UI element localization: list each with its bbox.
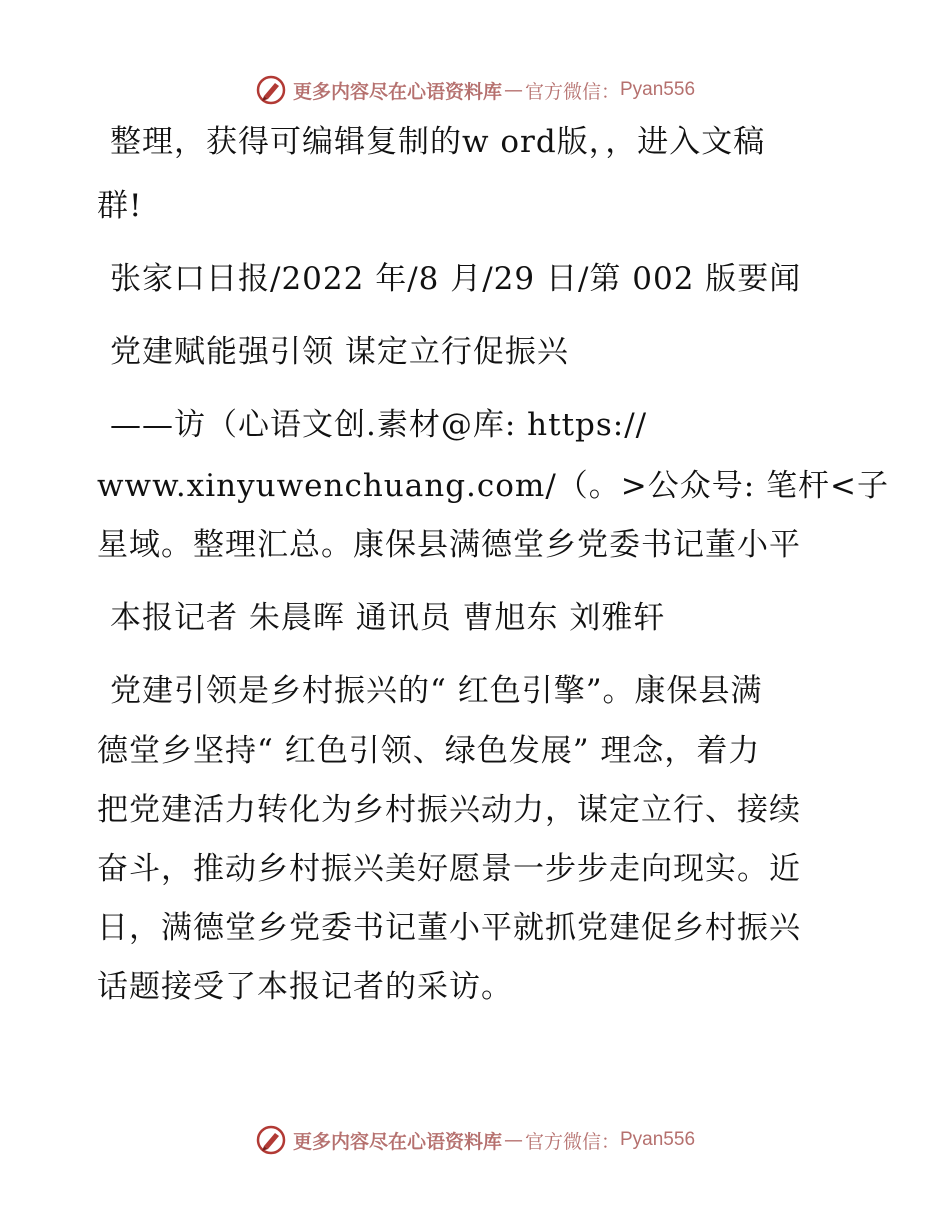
article-subtitle: ——访（心语文创.素材@库: https://	[110, 407, 648, 443]
paragraph-line: 话题接受了本报记者的采访。	[97, 969, 513, 1005]
footer-banner	[0, 1120, 950, 1160]
paragraph-line: 党建引领是乡村振兴的“ 红色引擎”。康保县满	[110, 673, 763, 709]
pen-logo-icon	[255, 1124, 287, 1156]
footer-banner-text: 更多内容尽在心语资料库	[292, 1130, 502, 1153]
article-subtitle-cont: 星域。整理汇总。康保县满德堂乡党委书记董小平	[97, 527, 801, 563]
paragraph-line: 德堂乡坚持“ 红色引领、绿色发展” 理念，着力	[97, 733, 761, 769]
header-banner-text: 更多内容尽在心语资料库	[292, 80, 502, 103]
header-wechat-id: Pyan556	[620, 79, 696, 100]
header-wechat-label: 官方微信：	[524, 80, 620, 103]
paragraph-line: 奋斗，推动乡村振兴美好愿景一步步走向现实。近	[97, 851, 801, 887]
byline: 本报记者 朱晨晖 通讯员 曹旭东 刘雅轩	[110, 600, 666, 636]
footer-banner-separator: —	[503, 1129, 523, 1151]
pen-logo-icon	[255, 74, 287, 106]
paragraph-line: 把党建活力转化为乡村振兴动力，谋定立行、接续	[97, 792, 801, 828]
body-line: 群!	[97, 188, 143, 224]
article-subtitle-cont: www.xinyuwenchuang.com/（。>公众号: 笔杆<子	[97, 468, 890, 504]
header-banner	[0, 70, 950, 110]
body-line: 整理，获得可编辑复制的w ord版，，进入文稿	[110, 124, 766, 160]
dateline: 张家口日报/2022 年/8 月/29 日/第 002 版要闻	[110, 261, 802, 297]
footer-wechat-label: 官方微信：	[524, 1130, 620, 1153]
header-banner-separator: —	[503, 79, 523, 101]
article-title: 党建赋能强引领 谋定立行促振兴	[110, 334, 569, 370]
paragraph-line: 日，满德堂乡党委书记董小平就抓党建促乡村振兴	[97, 910, 801, 946]
footer-wechat-id: Pyan556	[620, 1129, 696, 1150]
